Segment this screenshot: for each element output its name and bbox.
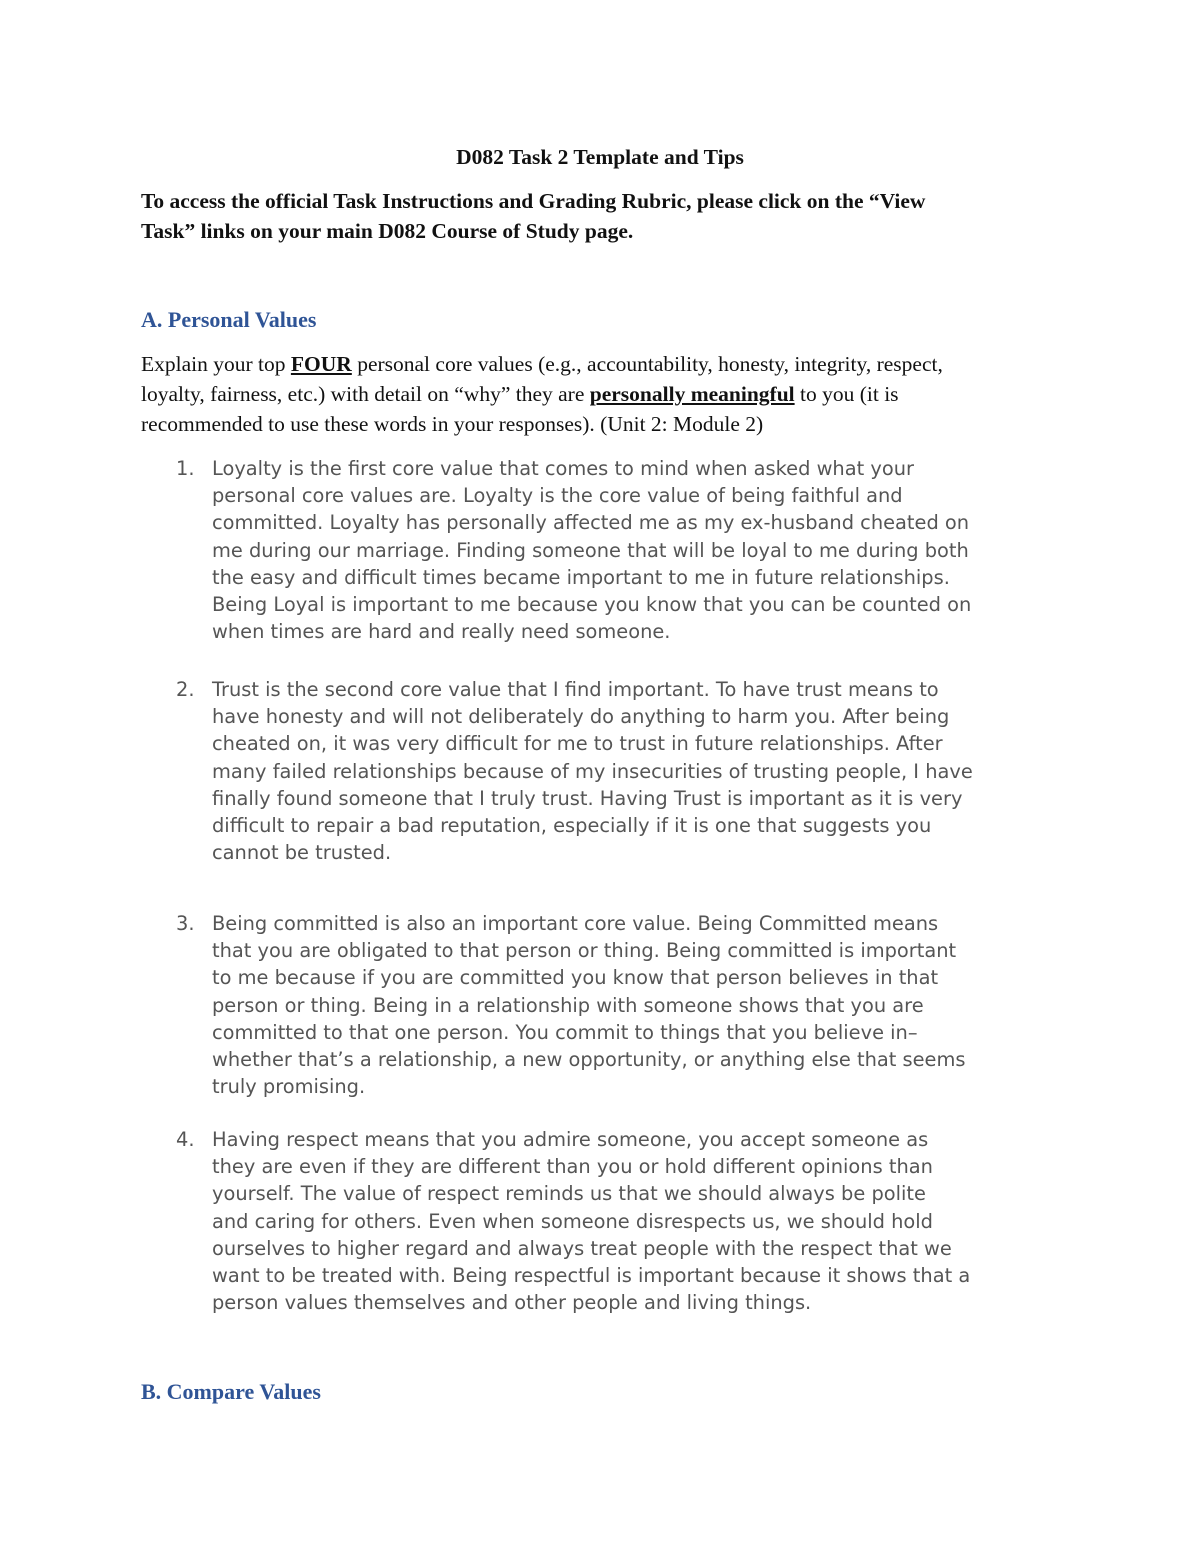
prompt-text-2: personal core values (e.g., accountability, honesty, integrity, respect, xyxy=(351,352,943,376)
answer-line: ourselves to higher regard and always treat people with the respect that we xyxy=(212,1236,952,1260)
answer-line: Loyalty is the first core value that comes to mind when asked what your xyxy=(212,457,914,480)
answer-line: to me because if you are committed you know that person believes in that xyxy=(212,966,939,990)
section-a-prompt xyxy=(141,349,1041,439)
access-line-1: To access the official Task Instructions and Grading Rubric, please click on the “View xyxy=(141,189,926,213)
answer-number-3: 3. xyxy=(176,912,195,935)
access-line-2: Task” links on your main D082 Course of Study page. xyxy=(141,219,634,243)
answer-line: want to be treated with. Being respectful is important because it shows that a xyxy=(212,1264,971,1288)
answer-line: and caring for others. Even when someone disrespects us, we should hold xyxy=(212,1209,933,1233)
answer-line: the easy and difficult times became important to me in future relationships. xyxy=(212,565,950,589)
answer-line: Trust is the second core value that I find important. To have trust means to xyxy=(212,678,939,701)
answer-line: person values themselves and other people and living things. xyxy=(212,1291,812,1315)
access-instructions xyxy=(141,186,1021,246)
answer-text-1 xyxy=(212,455,1072,645)
answer-line: Being Loyal is important to me because you know that you can be counted on xyxy=(212,593,972,617)
answer-line: personal core values are. Loyalty is the core value of being faithful and xyxy=(212,484,903,508)
answer-line: truly promising. xyxy=(212,1075,366,1099)
answer-line: person or thing. Being in a relationship with someone shows that you are xyxy=(212,993,924,1017)
section-b-heading: B. Compare Values xyxy=(141,1379,321,1404)
answer-line: cheated on, it was very difficult for me to trust in future relationships. After xyxy=(212,732,943,756)
answer-line: yourself. The value of respect reminds us that we should always be polite xyxy=(212,1182,926,1206)
prompt-line-2 xyxy=(141,379,1041,409)
answer-line: Having respect means that you admire someone, you accept someone as xyxy=(212,1128,929,1151)
prompt-line-1 xyxy=(141,349,1041,379)
section-a-heading: A. Personal Values xyxy=(141,307,317,332)
answer-number-4: 4. xyxy=(176,1128,195,1151)
prompt-text-4: to you (it is xyxy=(794,382,899,406)
answer-line: that you are obligated to that person or thing. Being committed is important xyxy=(212,939,957,963)
prompt-text-1: Explain your top xyxy=(141,352,291,376)
answer-line: finally found someone that I truly trust. Having Trust is important as it is very xyxy=(212,786,963,810)
answer-line: whether that’s a relationship, a new opportunity, or anything else that seems xyxy=(212,1048,966,1072)
answer-text-3 xyxy=(212,910,1072,1100)
answer-line: committed to that one person. You commit to things that you believe in– xyxy=(212,1020,918,1044)
answer-number-1: 1. xyxy=(176,457,195,480)
prompt-emphasis-four: FOUR xyxy=(290,352,352,376)
answer-line: committed. Loyalty has personally affected me as my ex-husband cheated on xyxy=(212,511,970,535)
prompt-text-3: loyalty, fairness, etc.) with detail on “why” they are xyxy=(141,382,590,406)
answer-line: when times are hard and really need someone. xyxy=(212,620,671,644)
answer-text-2 xyxy=(212,676,1072,866)
answer-number-2: 2. xyxy=(176,678,195,701)
answer-line: they are even if they are different than you or hold different opinions than xyxy=(212,1155,933,1179)
prompt-emphasis-meaningful: personally meaningful xyxy=(589,382,795,406)
answer-line: me during our marriage. Finding someone that will be loyal to me during both xyxy=(212,538,969,562)
document-title: D082 Task 2 Template and Tips xyxy=(456,145,744,169)
prompt-line-3: recommended to use these words in your responses). (Unit 2: Module 2) xyxy=(141,412,764,436)
answer-line: Being committed is also an important core value. Being Committed means xyxy=(212,912,939,935)
answer-line: cannot be trusted. xyxy=(212,841,392,865)
answer-line: difficult to repair a bad reputation, especially if it is one that suggests you xyxy=(212,814,932,838)
answer-line: many failed relationships because of my insecurities of trusting people, I have xyxy=(212,759,973,783)
answer-line: have honesty and will not deliberately do anything to harm you. After being xyxy=(212,705,950,729)
answer-text-4 xyxy=(212,1126,1072,1316)
